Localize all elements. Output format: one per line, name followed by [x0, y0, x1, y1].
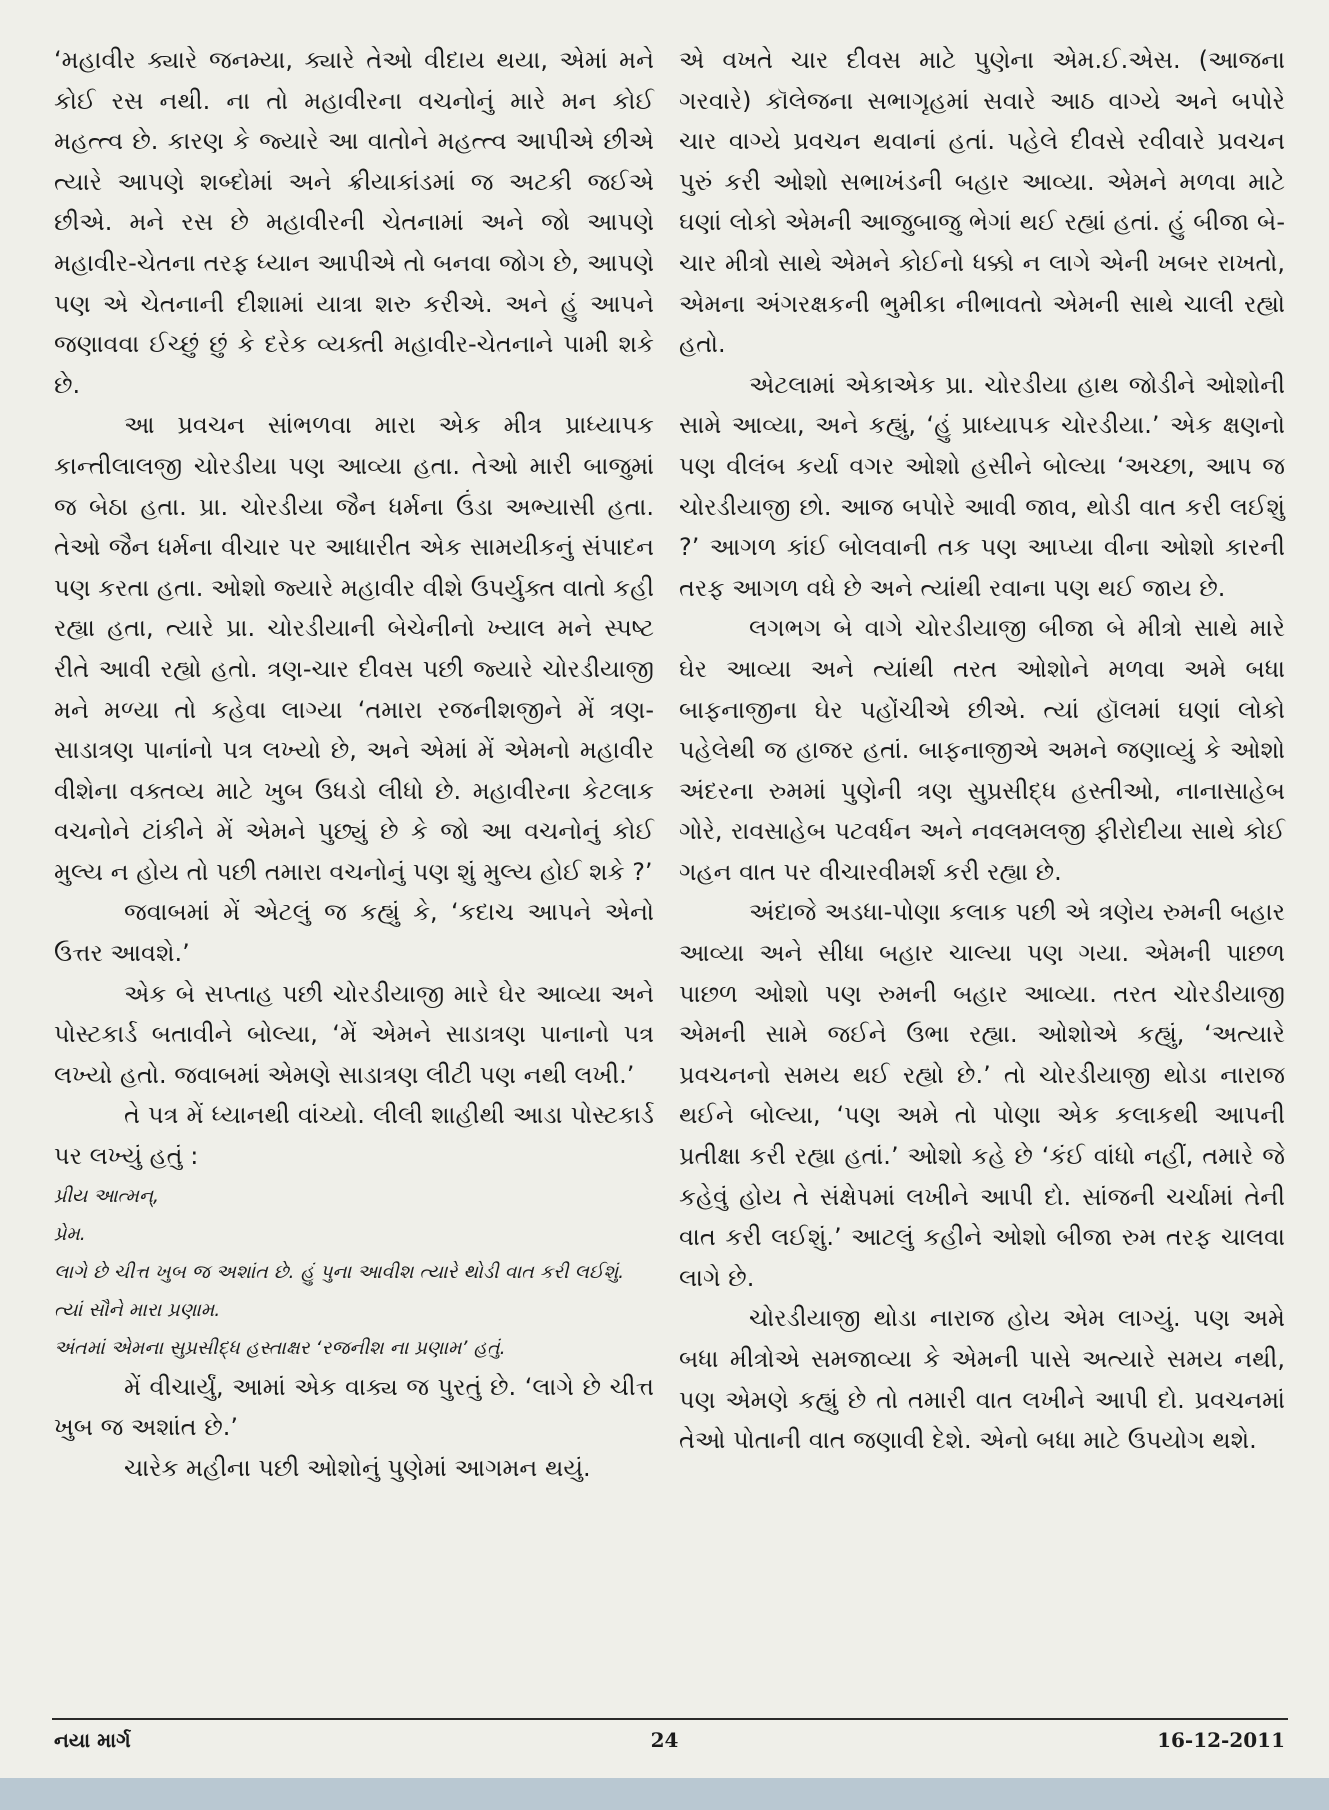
letter-greeting: પ્રેમ. [54, 1222, 86, 1245]
paragraph: મેં વીચાર્યું, આમાં એક વાક્ય જ પુરતું છે. ‘લાગે છે ચીત્ત ખુબ જ અશાંત છે.’ [54, 1372, 654, 1442]
page-number: 24 [650, 1728, 679, 1752]
right-column [679, 40, 1285, 1461]
paragraph: એટલામાં એકાએક પ્રા. ચોરડીયા હાથ જોડીને ઓશોની સામે આવ્યા, અને કહ્યું, ‘હું પ્રાધ્યાપક ચોરડીયા.’ એક ક્ષણનો પણ વીલંબ કર્યા વગર ઓશો હસીને બોલ્યા ‘અચ્છા, આપ જ ચોરડીયાજી છો. આજ બપોરે આવી જાવ, થોડી વાત કરી લઈશું ?’ આગળ કાંઈ બોલવાની તક પણ આપ્યા વીના ઓશો કારની તરફ આગળ વધે છે અને ત્યાંથી રવાના પણ થઈ જાય છે. [679, 370, 1285, 602]
paragraph: તે પત્ર મેં ધ્યાનથી વાંચ્યો. લીલી શાહીથી આડા પોસ્ટકાર્ડ પર લખ્યું હતું : [54, 1101, 654, 1171]
postcard-letter [54, 1177, 654, 1367]
paragraph: લગભગ બે વાગે ચોરડીયાજી બીજા બે મીત્રો સાથે મારે ઘેર આવ્યા અને ત્યાંથી તરત ઓશોને મળવા અમે બધા બાફનાજીના ઘેર પહોંચીએ છીએ. ત્યાં હૉલમાં ઘણાં લોકો પહેલેથી જ હાજર હતાં. બાફનાજીએ અમને જણાવ્યું કે ઓશો અંદરના રુમમાં પુણેની ત્રણ સુપ્રસીદ્ધ હસ્તીઓ, નાનાસાહેબ ગોરે, રાવસાહેબ પટવર્ધન અને નવલમલજી ફીરોદીયા સાથે કોઈ ગહન વાત પર વીચારવીમર્શ કરી રહ્યા છે. [679, 614, 1285, 886]
paragraph: જવાબમાં મેં એટલું જ કહ્યું કે, ‘કદાચ આપને એનો ઉત્તર આવશે.’ [54, 898, 654, 968]
scan-background-strip [0, 1778, 1329, 1810]
paragraph: ‘મહાવીર ક્યારે જનમ્યા, ક્યારે તેઓ વીદાય થયા, એમાં મને કોઈ રસ નથી. ના તો મહાવીરના વચનોનું મારે મન કોઈ મહત્ત્વ છે. કારણ કે જ્યારે આ વાતોને મહત્ત્વ આપીએ છીએ ત્યારે આપણે શબ્દોમાં અને ક્રીયાકાંડમાં જ અટકી જઈએ છીએ. મને રસ છે મહાવીરની ચેતનામાં અને જો આપણે મહાવીર-ચેતના તરફ ધ્યાન આપીએ તો બનવા જોગ છે, આપણે પણ એ ચેતનાની દીશામાં યાત્રા શરુ કરીએ. અને હું આપને જણાવવા ઈચ્છું છું કે દરેક વ્યક્તી મહાવીર-ચેતનાને પામી શકે છે. [54, 46, 654, 399]
letter-regards: ત્યાં સૌને મારા પ્રણામ. [54, 1298, 221, 1321]
paragraph: એ વખતે ચાર દીવસ માટે પુણેના એમ.ઈ.એસ. (આજના ગરવારે) કૉલેજના સભાગૃહમાં સવારે આઠ વાગ્યે અને બપોરે ચાર વાગ્યે પ્રવચન થવાનાં હતાં. પહેલે દીવસે રવીવારે પ્રવચન પુરું કરી ઓશો સભાખંડની બહાર આવ્યા. એમને મળવા માટે ઘણાં લોકો એમની આજુબાજુ ભેગાં થઈ રહ્યાં હતાં. હું બીજા બે-ચાર મીત્રો સાથે એમને કોઈનો ધક્કો ન લાગે એની ખબર રાખતો, એમના અંગરક્ષકની ભુમીકા નીભાવતો એમની સાથે ચાલી રહ્યો હતો. [679, 46, 1285, 359]
publication-name: નયા માર્ગ [54, 1728, 131, 1752]
paragraph: એક બે સપ્તાહ પછી ચોરડીયાજી મારે ઘેર આવ્યા અને પોસ્ટકાર્ડ બતાવીને બોલ્યા, ‘મેં એમને સાડાત્રણ પાનાનો પત્ર લખ્યો હતો. જવાબમાં એમણે સાડાત્રણ લીટી પણ નથી લખી.’ [54, 979, 654, 1089]
paragraph: ચોરડીયાજી થોડા નારાજ હોય એમ લાગ્યું. પણ અમે બધા મીત્રોએ સમજાવ્યા કે એમની પાસે અત્યારે સમય નથી, પણ એમણે કહ્યું છે તો તમારી વાત લખીને આપી દો. પ્રવચનમાં તેઓ પોતાની વાત જણાવી દેશે. એનો બધા માટે ઉપયોગ થશે. [679, 1304, 1285, 1455]
left-column [54, 40, 654, 1488]
issue-date: 16-12-2011 [1157, 1728, 1285, 1752]
paragraph: ચારેક મહીના પછી ઓશોનું પુણેમાં આગમન થયું. [124, 1453, 591, 1482]
letter-signature-note: અંતમાં એમના સુપ્રસીદ્ધ હસ્તાક્ષર ‘રજનીશ ના પ્રણામ’ હતું. [54, 1336, 506, 1359]
footer-rule [52, 1718, 1288, 1720]
letter-salutation: પ્રીય આત્મન્, [54, 1184, 160, 1207]
letter-body: લાગે છે ચીત્ત ખુબ જ અશાંત છે. હું પુના આવીશ ત્યારે થોડી વાત કરી લઈશું. [54, 1260, 625, 1283]
paragraph: અંદાજે અડધા-પોણા કલાક પછી એ ત્રણેય રુમની બહાર આવ્યા અને સીધા બહાર ચાલ્યા પણ ગયા. એમની પાછળ પાછળ ઓશો પણ રુમની બહાર આવ્યા. તરત ચોરડીયાજી એમની સામે જઈને ઉભા રહ્યા. ઓશોએ કહ્યું, ‘અત્યારે પ્રવચનનો સમય થઈ રહ્યો છે.’ તો ચોરડીયાજી થોડા નારાજ થઈને બોલ્યા, ‘પણ અમે તો પોણા એક કલાકથી આપની પ્રતીક્ષા કરી રહ્યા હતાં.’ ઓશો કહે છે ‘કંઈ વાંધો નહીં, તમારે જે કહેવું હોય તે સંક્ષેપમાં લખીને આપી દો. સાંજની ચર્ચામાં તેની વાત કરી લઈશું.’ આટલું કહીને ઓશો બીજા રુમ તરફ ચાલવા લાગે છે. [679, 898, 1285, 1292]
paragraph: આ પ્રવચન સાંભળવા મારા એક મીત્ર પ્રાધ્યાપક કાન્તીલાલજી ચોરડીયા પણ આવ્યા હતા. તેઓ મારી બાજુમાં જ બેઠા હતા. પ્રા. ચોરડીયા જૈન ધર્મના ઉંડા અભ્યાસી હતા. તેઓ જૈન ધર્મના વીચાર પર આધારીત એક સામયીકનું સંપાદન પણ કરતા હતા. ઓશો જ્યારે મહાવીર વીશે ઉપર્યુક્ત વાતો કહી રહ્યા હતા, ત્યારે પ્રા. ચોરડીયાની બેચેનીનો ખ્યાલ મને સ્પષ્ટ રીતે આવી રહ્યો હતો. ત્રણ-ચાર દીવસ પછી જ્યારે ચોરડીયાજી મને મળ્યા તો કહેવા લાગ્યા ‘તમારા રજનીશજીને મેં ત્રણ-સાડાત્રણ પાનાંનો પત્ર લખ્યો છે, અને એમાં મેં એમનો મહાવીર વીશેના વક્તવ્ય માટે ખુબ ઉધડો લીધો છે. મહાવીરના કેટલાક વચનોને ટાંકીને મેં એમને પુછ્યું છે કે જો આ વચનોનું કોઈ મુલ્ય ન હોય તો પછી તમારા વચનોનું પણ શું મુલ્ય હોઈ શકે ?’ [54, 411, 654, 886]
